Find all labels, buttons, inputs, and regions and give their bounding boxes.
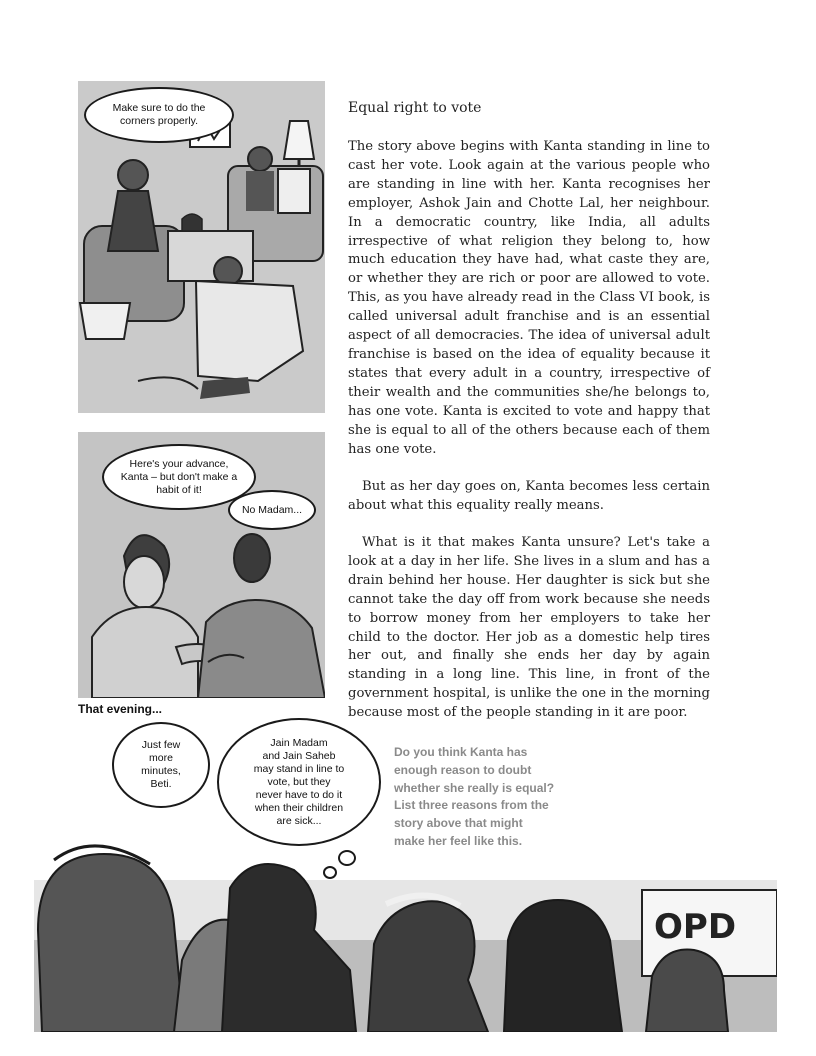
speech-bubble-madam-advance: Here's your advance, Kanta – but don't make a habit of it! — [102, 444, 256, 510]
paragraph-1: The story above begins with Kanta standing in line to cast her vote. Look again at the various people who are standing in line with her. Kanta recognises her employer, Ashok Jain and Chotte Lal, her neighbour. In a democratic country, like India, all adults irrespective of what religion they belong to, how much education they have had, what caste they are, or whether they are rich or poor are allowed to vote. This, as you have already read in the Class VI book, is called universal adult franchise and is an essential aspect of all democracies. The idea of universal adult franchise is based on the idea of equality because it states that every adult in a country, irrespective of their wealth and the communities she/he belongs to, has one vote. Kanta is excited to vote and happy that she is equal to all of the others because each of them has one vote. — [348, 139, 710, 457]
opd-sign: OPD — [654, 907, 737, 947]
speech-bubble-kanta-beti: Just few more minutes, Beti. — [112, 722, 210, 808]
speech-bubble-madam-instruction: Make sure to do the corners properly. — [84, 87, 234, 143]
thought-dot-large — [338, 850, 356, 866]
thought-bubble-kanta: Jain Madam and Jain Saheb may stand in line to vote, but they never have to do it when their children are sick... — [217, 718, 381, 846]
paragraph-3: What is it that makes Kanta unsure? Let's take a look at a day in her life. She lives in a slum and has a drain behind her house. Her daughter is sick but she cannot take the day off from work because she needs to borrow money from her employers to take her child to the doctor. Her job as a domestic help tires her out, and finally she ends her day by again standing in a long line. This line, in front of the government hospital, is unlike the one in the morning because most of the people standing in it are poor. — [348, 535, 710, 721]
paragraph-2: But as her day goes on, Kanta becomes less certain about what this equality really means. — [348, 479, 710, 513]
hospital-queue-illustration — [34, 840, 777, 1032]
discussion-question: Do you think Kanta has enough reason to doubt whether she really is equal? List three reasons from the story above that might make her feel like this. — [394, 745, 555, 848]
comic-panel-housework — [78, 81, 325, 413]
thought-dot-small — [323, 866, 337, 879]
section-heading: Equal right to vote — [348, 100, 482, 116]
speech-bubble-kanta-reply: No Madam... — [228, 490, 316, 530]
caption-that-evening: That evening... — [78, 702, 163, 716]
comic-panel-advance — [78, 432, 325, 698]
